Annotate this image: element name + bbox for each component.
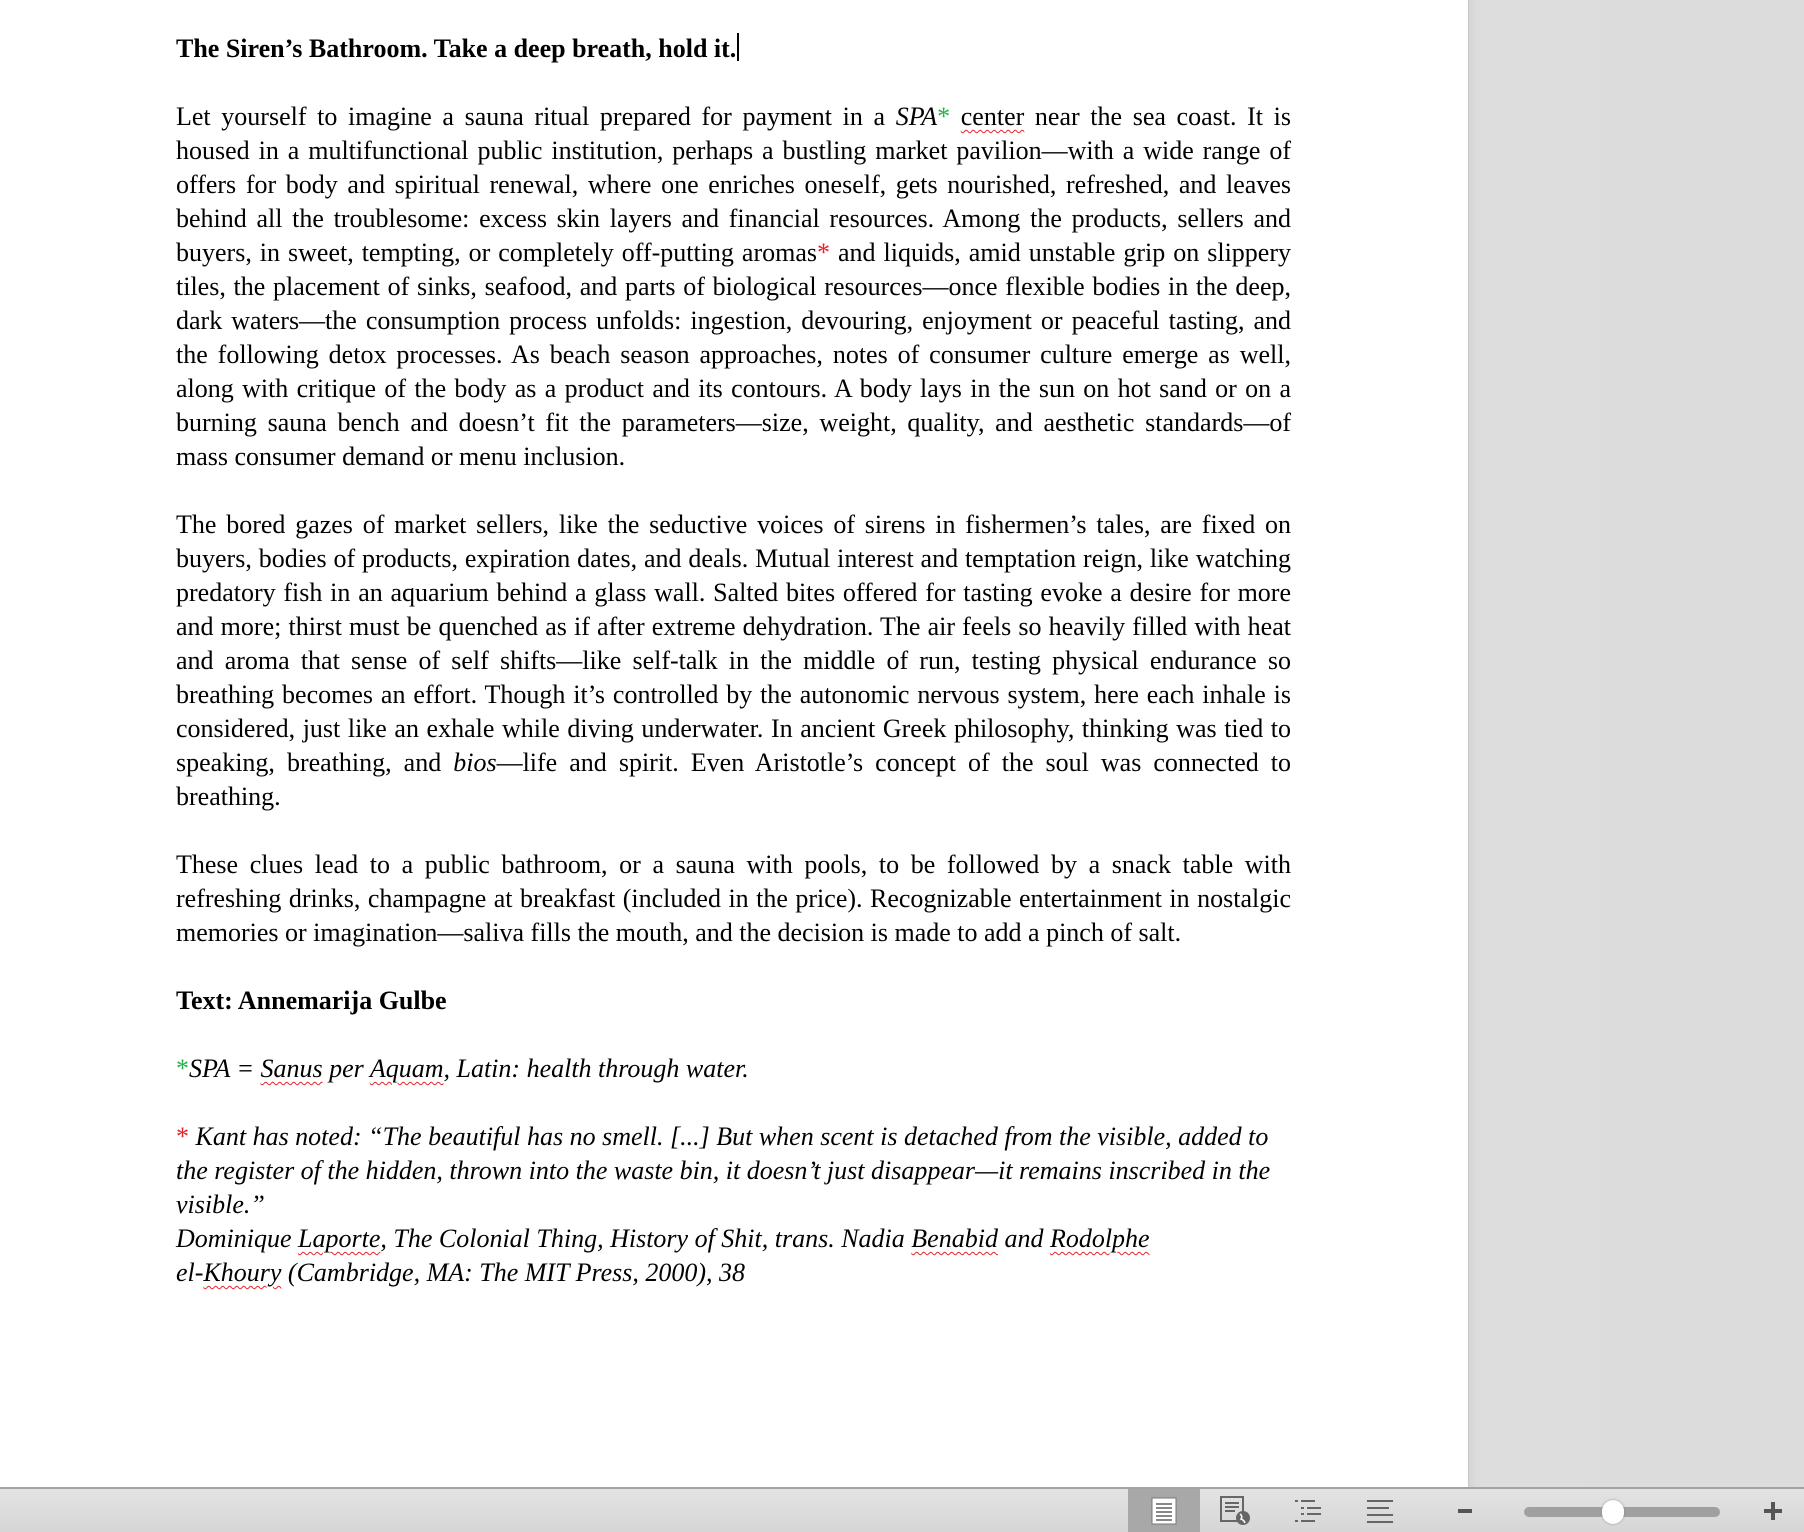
outline-view-button[interactable] xyxy=(1272,1489,1344,1532)
footnote-text: , Latin: health through water. xyxy=(443,1054,749,1083)
footnote-spa xyxy=(176,1052,1291,1086)
citation-text: , The Colonial Thing, History of Shit, trans. Nadia xyxy=(380,1224,912,1253)
paragraph-text: —life and spirit. Even Aristotle’s concept of the soul was connected to breathing. xyxy=(176,748,1291,811)
misspelled-word[interactable]: Aquam xyxy=(369,1054,444,1083)
document-title xyxy=(176,32,1291,66)
zoom-out-button[interactable] xyxy=(1458,1509,1472,1513)
title-text: The Siren’s Bathroom. Take a deep breath, hold it. xyxy=(176,34,737,63)
paragraph-text: near the sea coast. It is housed in a multifunctional public institution, perhaps a bustling market pavilion—with a wide range of offers for body and spiritual renewal, where one enriches oneself, gets nourished, refreshed, and leaves behind all the troublesome: excess skin layers and financial resources. Among the products, sellers and buyers, in sweet, tempting, or completely off-putting aromas xyxy=(176,102,1291,267)
author-credit: Text: Annemarija Gulbe xyxy=(176,986,447,1015)
footnote-marker-green: * xyxy=(176,1054,189,1083)
footnote-kant: * Kant has noted: “The beautiful has no smell. [...] But when scent is detached from the visible, added to the register of the hidden, thrown into the waste bin, it doesn’t just disappear—it remains inscribed in the visible.” Dominique Laporte, The Colonial Thing, History of Shit, trans. Nadia Benabid and Rodolphe el-Khoury (Cambridge, MA: The MIT Press, 2000), 38 xyxy=(176,1122,1271,1287)
citation-text: (Cambridge, MA: The MIT Press, 2000), 38 xyxy=(281,1258,746,1287)
misspelled-word[interactable]: Rodolphe xyxy=(1049,1224,1150,1253)
citation-text: Dominique xyxy=(176,1224,299,1253)
print-layout-icon xyxy=(1150,1497,1178,1525)
canvas-background xyxy=(1469,0,1804,1487)
web-layout-view-button[interactable] xyxy=(1200,1489,1272,1532)
footnote-marker-green: * xyxy=(937,102,951,131)
footnote-text: per xyxy=(322,1054,370,1083)
bios-term: bios xyxy=(453,748,497,777)
misspelled-word[interactable]: Benabid xyxy=(911,1224,998,1253)
status-bar xyxy=(0,1487,1804,1532)
misspelled-word[interactable]: Sanus xyxy=(260,1054,323,1083)
outline-icon xyxy=(1293,1497,1323,1525)
text-cursor xyxy=(737,33,739,61)
misspelled-word[interactable]: Khoury xyxy=(203,1258,282,1287)
spa-term: SPA xyxy=(895,102,938,131)
misspelled-word[interactable]: Laporte xyxy=(298,1224,381,1253)
draft-view-button[interactable] xyxy=(1344,1489,1416,1532)
paragraph-1 xyxy=(176,100,1291,474)
citation-text: and xyxy=(997,1224,1050,1253)
footnote-text: Kant has noted: “The beautiful has no smell. [...] But when scent is detached from the visible, added to the register of the hidden, thrown into the waste bin, it doesn’t just disappear—it remains inscribed in the visible.” xyxy=(176,1122,1271,1219)
footnote-text: SPA = xyxy=(189,1054,261,1083)
paragraph-text: Let yourself to imagine a sauna ritual prepared for payment in a xyxy=(176,102,896,131)
draft-icon xyxy=(1365,1497,1395,1525)
paragraph-text: and liquids, amid unstable grip on slippery tiles, the placement of sinks, seafood, and parts of biological resources—once flexible bodies in the deep, dark waters—the consumption process unfolds: ingestion, devouring, enjoyment or peaceful tasting, and the following detox processes. As beach season approaches, notes of consumer culture emerge as well, along with critique of the body as a product and its contours. A body lays in the sun on hot sand or on a burning sauna bench and doesn’t fit the parameters—size, weight, quality, and aesthetic standards—of mass consumer demand or menu inclusion. xyxy=(176,238,1291,471)
paragraph-text: The bored gazes of market sellers, like the seductive voices of sirens in fishermen’s tales, are fixed on buyers, bodies of products, expiration dates, and deals. Mutual interest and temptation reign, like watching predatory fish in an aquarium behind a glass wall. Salted bites offered for tasting evoke a desire for more and more; thirst must be quenched as if after extreme dehydration. The air feels so heavily filled with heat and aroma that sense of self shifts—like self-talk in the middle of run, testing physical endurance so breathing becomes an effort. Though it’s controlled by the autonomic nervous system, here each inhale is considered, just like an exhale while diving underwater. In ancient Greek philosophy, thinking was tied to speaking, breathing, and xyxy=(176,510,1291,777)
paragraph-2 xyxy=(176,508,1291,814)
document-body[interactable] xyxy=(176,32,1291,1290)
print-layout-view-button[interactable] xyxy=(1128,1489,1200,1532)
paragraph-3: These clues lead to a public bathroom, or a sauna with pools, to be followed by a snack table with refreshing drinks, champagne at breakfast (included in the price). Recognizable entertainment in nostalgic memories or imagination—saliva fills the mouth, and the decision is made to add a pinch of salt. xyxy=(176,850,1291,947)
misspelled-word[interactable]: center xyxy=(960,102,1025,131)
web-layout-icon xyxy=(1219,1496,1253,1526)
footnote-marker-red: * xyxy=(817,238,830,267)
zoom-slider-thumb[interactable] xyxy=(1602,1500,1624,1524)
footnote-marker-red: * xyxy=(176,1122,189,1151)
zoom-in-button[interactable] xyxy=(1764,1502,1782,1520)
